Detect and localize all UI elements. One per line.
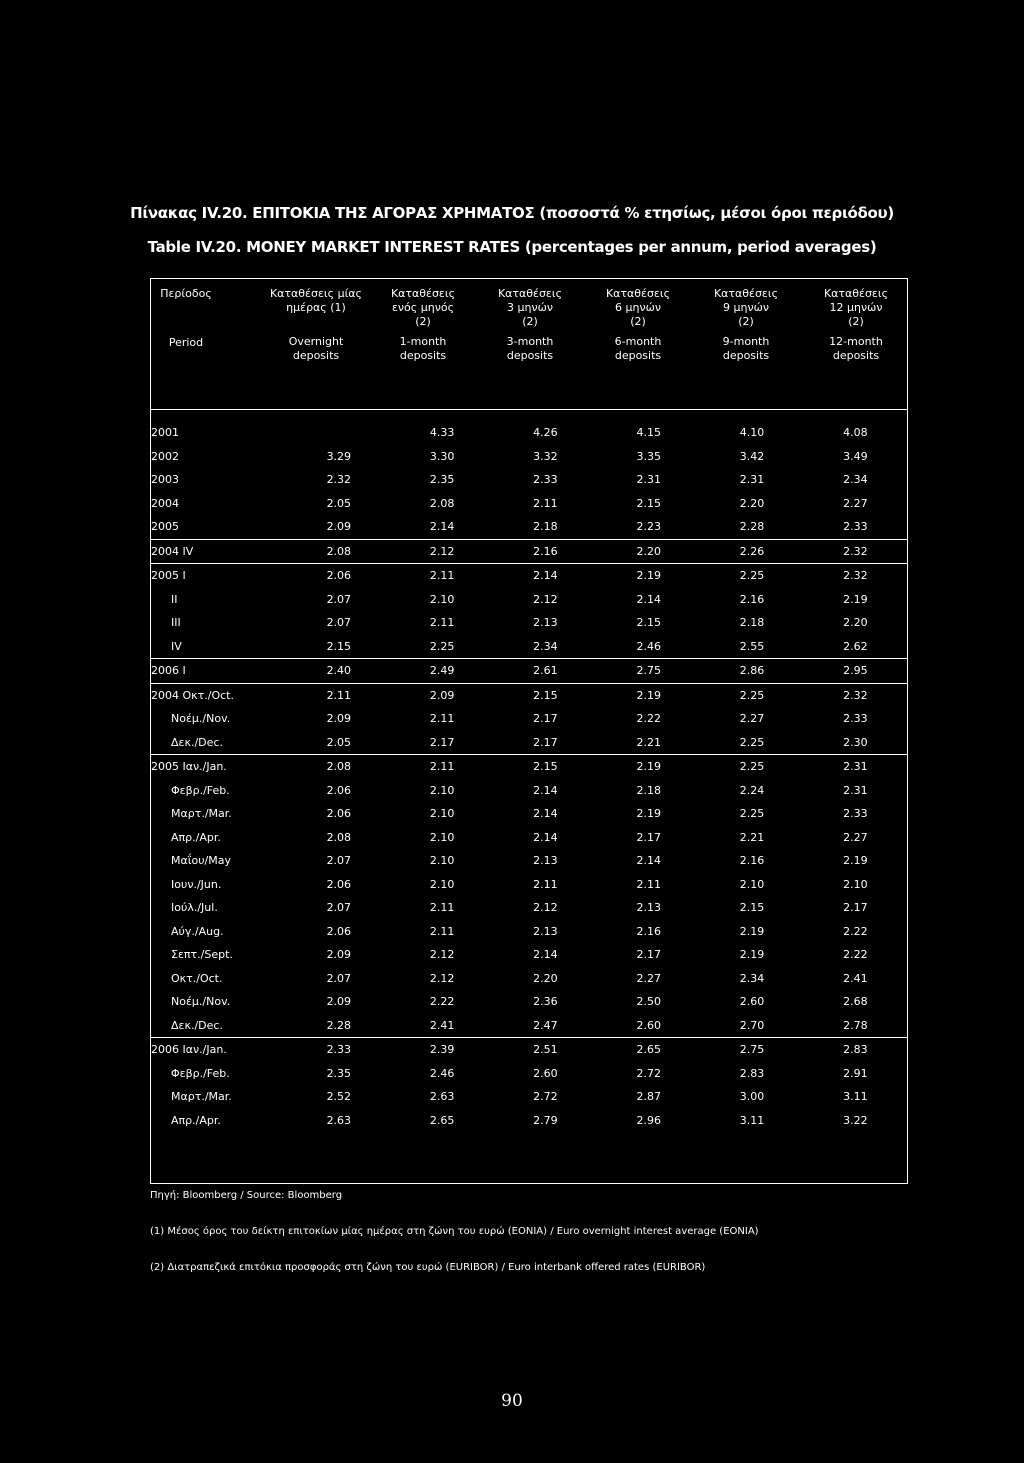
cell-value: 2.10 (739, 877, 765, 891)
data-table (151, 421, 907, 1132)
cell-value: 2.17 (429, 735, 455, 749)
cell-value: 2.07 (326, 901, 352, 915)
table-row (151, 896, 907, 920)
cell-value: 2.11 (429, 924, 455, 938)
table-row (151, 683, 907, 707)
column-header-5-en2: deposits (722, 349, 770, 362)
title-greek: Πίνακας IV.20. ΕΠΙΤΟΚΙΑ ΤΗΣ ΑΓΟΡΑΣ ΧΡΗΜΑΤΟΣ (ποσοστά % ετησίως, μέσοι όροι περιόδου) (130, 204, 894, 222)
row-label: Οκτ./Oct. (171, 971, 223, 985)
cell-value: 2.31 (739, 473, 765, 487)
row-label: Φεβρ./Feb. (171, 1066, 230, 1080)
table-row (151, 1109, 907, 1133)
column-header-6-note: (2) (848, 315, 864, 328)
cell-value: 2.32 (804, 539, 907, 564)
table-row (151, 445, 907, 469)
cell-value: 2.27 (636, 971, 661, 985)
cell-value: 2.35 (429, 473, 455, 487)
column-header-5-gr1: Καταθέσεις (713, 287, 779, 300)
cell-value: 2.06 (326, 924, 352, 938)
table-row (151, 990, 907, 1014)
cell-value: 2.16 (494, 539, 597, 564)
cell-value: 2.11 (429, 712, 455, 726)
table-row (151, 920, 907, 944)
cell-value: 2.36 (533, 995, 558, 1009)
column-header-4-note: (2) (630, 315, 646, 328)
cell-value: 2.10 (429, 877, 455, 891)
cell-value: 2.15 (636, 616, 661, 630)
cell-value: 2.75 (597, 659, 700, 684)
cell-value: 2.11 (533, 496, 558, 510)
row-label: 2002 (151, 449, 179, 463)
cell-value: 2.33 (843, 807, 868, 821)
cell-value: 2.31 (636, 473, 661, 487)
cell-value: 2.34 (843, 473, 868, 487)
cell-value: 2.19 (636, 807, 661, 821)
cell-value: 2.06 (326, 877, 352, 891)
cell-value: 2.14 (533, 948, 558, 962)
cell-value: 2.08 (287, 755, 390, 779)
cell-value: 2.46 (429, 1066, 455, 1080)
table-row (151, 1014, 907, 1038)
cell-value: 4.10 (739, 426, 765, 440)
row-label: Μαρτ./Mar. (171, 1090, 232, 1104)
cell-value: 4.26 (533, 426, 558, 440)
column-header-3-gr1: Καταθέσεις (497, 287, 563, 300)
cell-value: 2.06 (326, 783, 352, 797)
cell-value: 3.42 (739, 449, 765, 463)
cell-value: 2.25 (739, 807, 765, 821)
column-header-2-en1: 1-month (399, 335, 447, 348)
cell-value: 2.25 (700, 755, 803, 779)
column-header-3 (475, 287, 585, 363)
cell-value: 2.60 (533, 1066, 558, 1080)
table-row (151, 659, 907, 684)
cell-value: 2.21 (739, 830, 765, 844)
cell-value: 4.08 (843, 426, 868, 440)
column-header-6-en1: 12-month (829, 335, 883, 348)
cell-value: 2.39 (390, 1038, 493, 1062)
cell-value: 2.11 (533, 877, 558, 891)
column-header-5-en1: 9-month (722, 335, 770, 348)
cell-value: 2.19 (597, 755, 700, 779)
cell-value: 2.17 (636, 830, 661, 844)
table-row (151, 731, 907, 755)
cell-value: 2.14 (494, 564, 597, 588)
column-header-1-note (261, 315, 371, 329)
cell-value: 2.06 (287, 564, 390, 588)
cell-value: 3.22 (843, 1113, 868, 1127)
cell-value: 2.33 (843, 712, 868, 726)
source-note: Πηγή: Bloomberg / Source: Bloomberg (150, 1190, 343, 1201)
cell-value: 2.19 (597, 564, 700, 588)
table-row (151, 635, 907, 659)
cell-value: 2.11 (390, 564, 493, 588)
cell-value: 2.16 (739, 854, 765, 868)
cell-value: 2.11 (429, 616, 455, 630)
table-row (151, 943, 907, 967)
table-row (151, 779, 907, 803)
cell-value: 2.68 (843, 995, 868, 1009)
cell-value: 2.07 (326, 592, 352, 606)
cell-value: 2.17 (636, 948, 661, 962)
column-header-6-gr2: 12 μηνών (829, 301, 883, 314)
cell-value: 2.83 (739, 1066, 765, 1080)
cell-value: 2.17 (533, 712, 558, 726)
row-label: 2003 (151, 473, 179, 487)
cell-value: 2.11 (636, 877, 661, 891)
cell-value: 2.91 (843, 1066, 868, 1080)
cell-value: 2.22 (636, 712, 661, 726)
cell-value: 2.14 (636, 592, 661, 606)
cell-value: 2.24 (739, 783, 765, 797)
cell-value: 2.20 (739, 496, 765, 510)
cell-value: 2.25 (739, 735, 765, 749)
cell-value: 2.46 (636, 639, 661, 653)
cell-value: 2.23 (636, 520, 661, 534)
cell-value: 4.33 (429, 426, 455, 440)
cell-value: 2.14 (533, 830, 558, 844)
cell-value: 2.18 (636, 783, 661, 797)
cell-value: 2.72 (636, 1066, 661, 1080)
table-row (151, 564, 907, 588)
cell-value: 2.25 (429, 639, 455, 653)
cell-value: 2.83 (804, 1038, 907, 1062)
column-header-3-en1: 3-month (506, 335, 554, 348)
cell-value: 2.15 (494, 755, 597, 779)
cell-value: 2.21 (636, 735, 661, 749)
cell-value: 2.08 (429, 496, 455, 510)
column-header-2-gr1: Καταθέσεις (390, 287, 456, 300)
row-label: 2006 Ιαν./Jan. (151, 1038, 287, 1062)
row-label: Αύγ./Aug. (171, 924, 224, 938)
row-label: Δεκ./Dec. (171, 735, 223, 749)
cell-value: 2.25 (700, 564, 803, 588)
cell-value: 2.95 (804, 659, 907, 684)
cell-value: 2.60 (739, 995, 765, 1009)
column-header-5 (691, 287, 801, 363)
cell-value: 2.60 (636, 1018, 661, 1032)
row-label: Φεβρ./Feb. (171, 783, 230, 797)
column-header-3-en2: deposits (506, 349, 554, 362)
cell-value: 2.19 (843, 854, 868, 868)
cell-value: 2.28 (326, 1018, 352, 1032)
cell-value: 2.75 (700, 1038, 803, 1062)
cell-value: 2.22 (429, 995, 455, 1009)
cell-value: 2.70 (739, 1018, 765, 1032)
cell-value: 2.12 (429, 948, 455, 962)
cell-value: 2.16 (636, 924, 661, 938)
cell-value: 2.05 (326, 496, 352, 510)
cell-value: 2.49 (390, 659, 493, 684)
cell-value: 2.31 (804, 755, 907, 779)
cell-value: 2.50 (636, 995, 661, 1009)
cell-value: 2.18 (739, 616, 765, 630)
cell-value: 2.09 (326, 948, 352, 962)
column-header-4-gr2: 6 μηνών (615, 301, 661, 314)
cell-value: 2.65 (429, 1113, 455, 1127)
cell-value: 3.30 (429, 449, 455, 463)
row-label: 2006 I (151, 659, 287, 684)
row-label: III (171, 616, 181, 630)
cell-value: 2.41 (843, 971, 868, 985)
column-header-4-gr1: Καταθέσεις (605, 287, 671, 300)
column-header-3-note: (2) (522, 315, 538, 328)
table-row (151, 873, 907, 897)
title-english: Table IV.20. MONEY MARKET INTEREST RATES (percentages per annum, period averages) (147, 238, 877, 256)
cell-value: 2.41 (429, 1018, 455, 1032)
cell-value: 2.16 (739, 592, 765, 606)
column-header-5-gr2: 9 μηνών (723, 301, 769, 314)
table-row (151, 1085, 907, 1109)
row-label: Μαρτ./Mar. (171, 807, 232, 821)
cell-value: 2.86 (700, 659, 803, 684)
cell-value: 2.14 (429, 520, 455, 534)
cell-value: 2.14 (636, 854, 661, 868)
cell-value: 2.22 (843, 948, 868, 962)
table-row (151, 755, 907, 779)
column-header-6-gr1: Καταθέσεις (823, 287, 889, 300)
table-row (151, 1038, 907, 1062)
cell-value: 2.07 (326, 971, 352, 985)
cell-value: 3.11 (739, 1113, 765, 1127)
cell-value: 2.32 (804, 683, 907, 707)
row-label: Νοέμ./Nov. (171, 712, 231, 726)
row-label: 2004 Οκτ./Oct. (151, 683, 287, 707)
cell-value: 2.35 (326, 1066, 352, 1080)
cell-value: 2.78 (843, 1018, 868, 1032)
cell-value: 2.15 (326, 639, 352, 653)
cell-value: 2.20 (597, 539, 700, 564)
row-label: Μαΐου/May (171, 854, 232, 868)
header-period-greek: Περίοδος (160, 287, 212, 300)
column-header-2 (368, 287, 478, 363)
cell-value: 2.33 (533, 473, 558, 487)
cell-value: 2.17 (843, 901, 868, 915)
table-row (151, 849, 907, 873)
footnote-2: (2) Διατραπεζικά επιτόκια προσφοράς στη ζώνη του ευρώ (EURIBOR) / Euro interbank offered rates (EURIBOR) (150, 1262, 706, 1273)
cell-value: 2.31 (843, 783, 868, 797)
cell-value: 2.22 (843, 924, 868, 938)
cell-value: 2.09 (326, 712, 352, 726)
cell-value: 2.65 (597, 1038, 700, 1062)
cell-value: 2.10 (429, 807, 455, 821)
cell-value: 2.61 (494, 659, 597, 684)
column-header-1-gr1: Καταθέσεις μίας (269, 287, 363, 300)
cell-value: 3.35 (636, 449, 661, 463)
cell-value: 2.19 (739, 924, 765, 938)
cell-value: 3.00 (739, 1090, 765, 1104)
cell-value: 2.07 (326, 854, 352, 868)
cell-value: 3.49 (843, 449, 868, 463)
table-row (151, 468, 907, 492)
cell-value: 2.08 (326, 830, 352, 844)
cell-value: 2.18 (533, 520, 558, 534)
cell-value: 2.14 (533, 807, 558, 821)
header-period-english: Period (168, 336, 204, 349)
cell-value: 2.13 (533, 616, 558, 630)
cell-value: 2.09 (326, 520, 352, 534)
table-row (151, 826, 907, 850)
cell-value: 2.10 (429, 783, 455, 797)
cell-value: 2.62 (843, 639, 868, 653)
row-label: Απρ./Apr. (171, 830, 221, 844)
cell-value: 2.14 (533, 783, 558, 797)
cell-value: 2.20 (843, 616, 868, 630)
cell-value: 2.11 (429, 901, 455, 915)
cell-value: 2.25 (700, 683, 803, 707)
cell-value: 2.11 (287, 683, 390, 707)
column-header-2-gr2: ενός μηνός (391, 301, 455, 314)
cell-value: 3.11 (843, 1090, 868, 1104)
row-label: Ιουν./Jun. (171, 877, 222, 891)
column-header-2-note: (2) (415, 315, 431, 328)
column-header-1 (261, 287, 371, 363)
cell-value: 2.28 (739, 520, 765, 534)
cell-value: 2.17 (533, 735, 558, 749)
column-header-6 (801, 287, 911, 363)
column-header-5-note: (2) (738, 315, 754, 328)
table-row (151, 421, 907, 445)
footnote-1: (1) Μέσος όρος του δείκτη επιτοκίων μίας ημέρας στη ζώνη του ευρώ (EONIA) / Euro overnight interest average (EONIA) (150, 1226, 759, 1237)
row-label: Απρ./Apr. (171, 1113, 221, 1127)
cell-value: 2.10 (429, 854, 455, 868)
table-row (151, 967, 907, 991)
cell-value: 2.19 (843, 592, 868, 606)
table-row (151, 515, 907, 539)
cell-value: 2.72 (533, 1090, 558, 1104)
row-label: Ιούλ./Jul. (171, 901, 218, 915)
table-row (151, 707, 907, 731)
table-row (151, 1062, 907, 1086)
cell-value: 2.79 (533, 1113, 558, 1127)
cell-value: 2.51 (494, 1038, 597, 1062)
cell-value: 2.32 (804, 564, 907, 588)
cell-value: 2.55 (739, 639, 765, 653)
cell-value: 2.33 (843, 520, 868, 534)
cell-value: 2.34 (533, 639, 558, 653)
table-row (151, 539, 907, 564)
cell-value: 2.10 (429, 830, 455, 844)
cell-value: 2.27 (739, 712, 765, 726)
cell-value: 2.12 (429, 971, 455, 985)
cell-value: 2.09 (390, 683, 493, 707)
table-row (151, 588, 907, 612)
column-header-4-en1: 6-month (614, 335, 662, 348)
column-header-4 (583, 287, 693, 363)
row-label: II (171, 592, 178, 606)
cell-value: 2.63 (429, 1090, 455, 1104)
header-rule (151, 409, 907, 410)
column-header-4-en2: deposits (614, 349, 662, 362)
page-number: 90 (501, 1391, 523, 1411)
cell-value: 2.09 (326, 995, 352, 1009)
row-label: Σεπτ./Sept. (171, 948, 233, 962)
row-label: Δεκ./Dec. (171, 1018, 223, 1032)
cell-value: 2.12 (390, 539, 493, 564)
cell-value: 2.13 (533, 924, 558, 938)
cell-value: 2.12 (533, 592, 558, 606)
cell-value: 2.63 (326, 1113, 352, 1127)
cell-value: 2.87 (636, 1090, 661, 1104)
table-frame (150, 278, 908, 1184)
cell-value: 2.12 (533, 901, 558, 915)
cell-value: 2.08 (287, 539, 390, 564)
table-row (151, 802, 907, 826)
column-header-1-en1: Overnight (288, 335, 344, 348)
cell-value: 2.33 (287, 1038, 390, 1062)
row-label: 2005 I (151, 564, 287, 588)
row-label: 2005 Ιαν./Jan. (151, 755, 287, 779)
cell-value: 2.52 (326, 1090, 352, 1104)
cell-value (287, 421, 390, 445)
column-header-1-gr2: ημέρας (1) (286, 301, 346, 314)
row-label: 2005 (151, 520, 179, 534)
column-header-6-en2: deposits (832, 349, 880, 362)
cell-value: 2.27 (843, 830, 868, 844)
cell-value: 2.10 (843, 877, 868, 891)
row-label: IV (171, 639, 182, 653)
cell-value: 2.47 (533, 1018, 558, 1032)
cell-value: 2.40 (287, 659, 390, 684)
cell-value: 2.34 (739, 971, 765, 985)
cell-value: 2.11 (390, 755, 493, 779)
cell-value: 3.32 (533, 449, 558, 463)
cell-value: 2.15 (494, 683, 597, 707)
cell-value: 2.13 (636, 901, 661, 915)
cell-value: 2.15 (739, 901, 765, 915)
cell-value: 2.13 (533, 854, 558, 868)
cell-value: 2.19 (739, 948, 765, 962)
row-label: 2004 (151, 496, 179, 510)
cell-value: 2.10 (429, 592, 455, 606)
row-label: 2001 (151, 426, 179, 440)
column-header-3-gr2: 3 μηνών (507, 301, 553, 314)
column-header-1-en2: deposits (292, 349, 340, 362)
table-row (151, 492, 907, 516)
cell-value: 2.27 (843, 496, 868, 510)
cell-value: 2.19 (597, 683, 700, 707)
table-row (151, 611, 907, 635)
cell-value: 3.29 (326, 449, 352, 463)
cell-value: 2.15 (636, 496, 661, 510)
cell-value: 2.26 (700, 539, 803, 564)
cell-value: 2.05 (326, 735, 352, 749)
cell-value: 2.30 (843, 735, 868, 749)
cell-value: 2.07 (326, 616, 352, 630)
cell-value: 2.20 (533, 971, 558, 985)
cell-value: 2.96 (636, 1113, 661, 1127)
cell-value: 4.15 (636, 426, 661, 440)
column-header-2-en2: deposits (399, 349, 447, 362)
cell-value: 2.32 (326, 473, 352, 487)
row-label: 2004 IV (151, 539, 287, 564)
cell-value: 2.06 (326, 807, 352, 821)
row-label: Νοέμ./Nov. (171, 995, 231, 1009)
